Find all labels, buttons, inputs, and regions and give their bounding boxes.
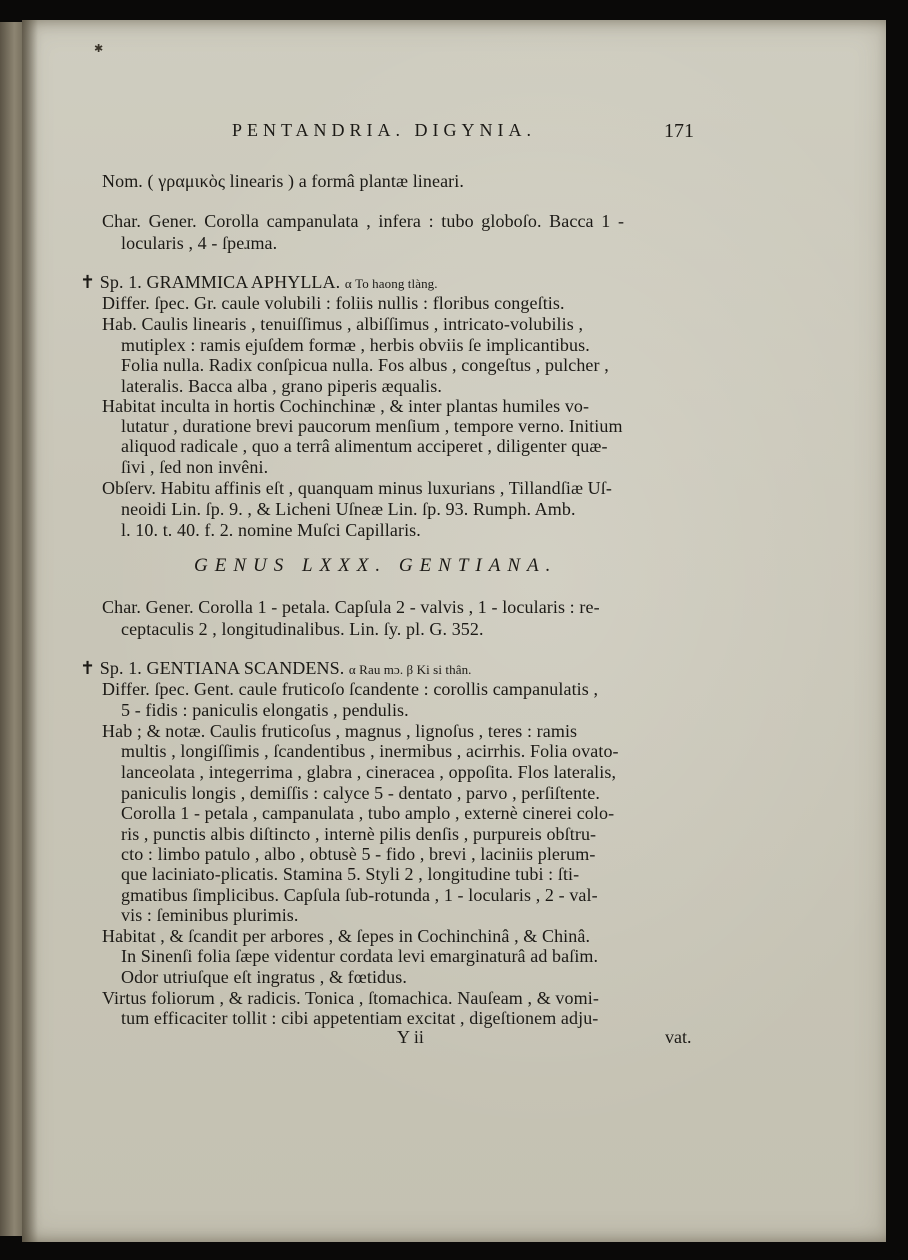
ink-spot: ✱ bbox=[94, 43, 104, 55]
catchword: vat. bbox=[665, 1027, 692, 1047]
text-line: Differ. ſpec. Gent. caule fruticoſo ſcandente : corollis campanulatis , bbox=[102, 679, 599, 699]
text-line: mutiplex : ramis ejuſdem formæ , herbis obviis ſe implicantibus. bbox=[121, 335, 590, 355]
text-line: Hab ; & notæ. Caulis fruticoſus , magnus , lignoſus , teres : ramis bbox=[102, 721, 578, 741]
vernacular-name: α Rau mɔ. β Ki si thân. bbox=[348, 662, 472, 677]
text-line: paniculis longis , demiſſis : calyce 5 - dentato , parvo , perſiſtente. bbox=[121, 783, 600, 803]
page-number: 171 bbox=[664, 120, 694, 142]
book-page bbox=[22, 20, 886, 1242]
text-line: In Sinenſi folia ſæpe videntur cordata levi emarginaturâ ad baſim. bbox=[121, 946, 599, 966]
genus-title: GENUS LXXX. GENTIANA. bbox=[194, 555, 558, 576]
char-gener-gentiana-cont: ceptaculis 2 , longitudinalibus. Lin. ſy. pl. G. 352. bbox=[121, 619, 484, 639]
text-line: neoidi Lin. ſp. 9. , & Licheni Uſneæ Lin. ſp. 93. Rumph. Amb. bbox=[121, 499, 576, 519]
species-title: ✝ Sp. 1. GRAMMICA APHYLLA. bbox=[80, 272, 341, 292]
text-line: Odor utriuſque eſt ingratus , & fœtidus. bbox=[121, 967, 407, 987]
text-line: Habitat , & ſcandit per arbores , & ſepes in Cochinchinâ , & Chinâ. bbox=[102, 926, 591, 946]
text-line: multis , longiſſimis , ſcandentibus , inermibus , acirrhis. Folia ovato- bbox=[121, 741, 619, 761]
text-line: Virtus foliorum , & radicis. Tonica , ſtomachica. Nauſeam , & vomi- bbox=[102, 988, 599, 1008]
signature-mark: Y ii bbox=[397, 1027, 424, 1047]
char-gener-grammica: Char. Gener. Corolla campanulata , infera : tubo globoſo. Bacca 1 - bbox=[102, 211, 625, 231]
char-gener-grammica-cont: locularis , 4 - ſpeɹma. bbox=[121, 233, 278, 253]
text-line: Folia nulla. Radix conſpicua nulla. Fos albus , congeſtus , pulcher , bbox=[121, 355, 609, 375]
text-line: gmatibus ſimplicibus. Capſula ſub-rotunda , 1 - locularis , 2 - val- bbox=[121, 885, 598, 905]
text-line: Hab. Caulis linearis , tenuiſſimus , albiſſimus , intricato-volubilis , bbox=[102, 314, 584, 334]
text-line: lateralis. Bacca alba , grano piperis æqualis. bbox=[121, 376, 442, 396]
text-line: Differ. ſpec. Gr. caule volubili : foliis nullis : floribus congeſtis. bbox=[102, 293, 565, 313]
vernacular-name: α To haong tlàng. bbox=[344, 276, 438, 291]
nom-line: Nom. ( γραμικὸς linearis ) a formâ plantæ lineari. bbox=[102, 171, 464, 191]
page-gutter-shadow bbox=[22, 20, 38, 1242]
text-line: Corolla 1 - petala , campanulata , tubo amplo , externè cinerei colo- bbox=[121, 803, 615, 823]
species-title: ✝ Sp. 1. GENTIANA SCANDENS. bbox=[80, 658, 345, 678]
text-line: l. 10. t. 40. f. 2. nomine Muſci Capillaris. bbox=[121, 520, 421, 540]
text-line: Habitat inculta in hortis Cochinchinæ , & inter plantas humiles vo- bbox=[102, 396, 590, 416]
text-line: aliquod radicale , quo a terrâ alimentum acciperet , diligenter quæ- bbox=[121, 436, 608, 456]
text-line: ſivi , ſed non invêni. bbox=[121, 457, 269, 477]
text-line: cto : limbo patulo , albo , obtusè 5 - fido , brevi , laciniis plerum- bbox=[121, 844, 596, 864]
text-line: que laciniato-plicatis. Stamina 5. Styli 2 , longitudine tubi : ſti- bbox=[121, 864, 580, 884]
text-line: vis : ſeminibus plurimis. bbox=[121, 905, 299, 925]
text-line: lutatur , duratione brevi paucorum menſium , tempore verno. Initium bbox=[121, 416, 623, 436]
text-line: lanceolata , integerrima , glabra , cineracea , oppoſita. Flos lateralis, bbox=[121, 762, 617, 782]
running-title: PENTANDRIA. DIGYNIA. bbox=[232, 120, 537, 140]
text-line: Obſerv. Habitu affinis eſt , quanquam minus luxurians , Tillandſiæ Uſ- bbox=[102, 478, 612, 498]
char-gener-gentiana: Char. Gener. Corolla 1 - petala. Capſula 2 - valvis , 1 - locularis : re- bbox=[102, 597, 600, 617]
text-line: 5 - fidis : paniculis elongatis , pendulis. bbox=[121, 700, 409, 720]
text-line: tum efficaciter tollit : cibi appetentiam excitat , digeſtionem adju- bbox=[121, 1008, 599, 1028]
text-line: ris , punctis albis diſtincto , internè pilis denſis , purpureis obſtru- bbox=[121, 824, 597, 844]
